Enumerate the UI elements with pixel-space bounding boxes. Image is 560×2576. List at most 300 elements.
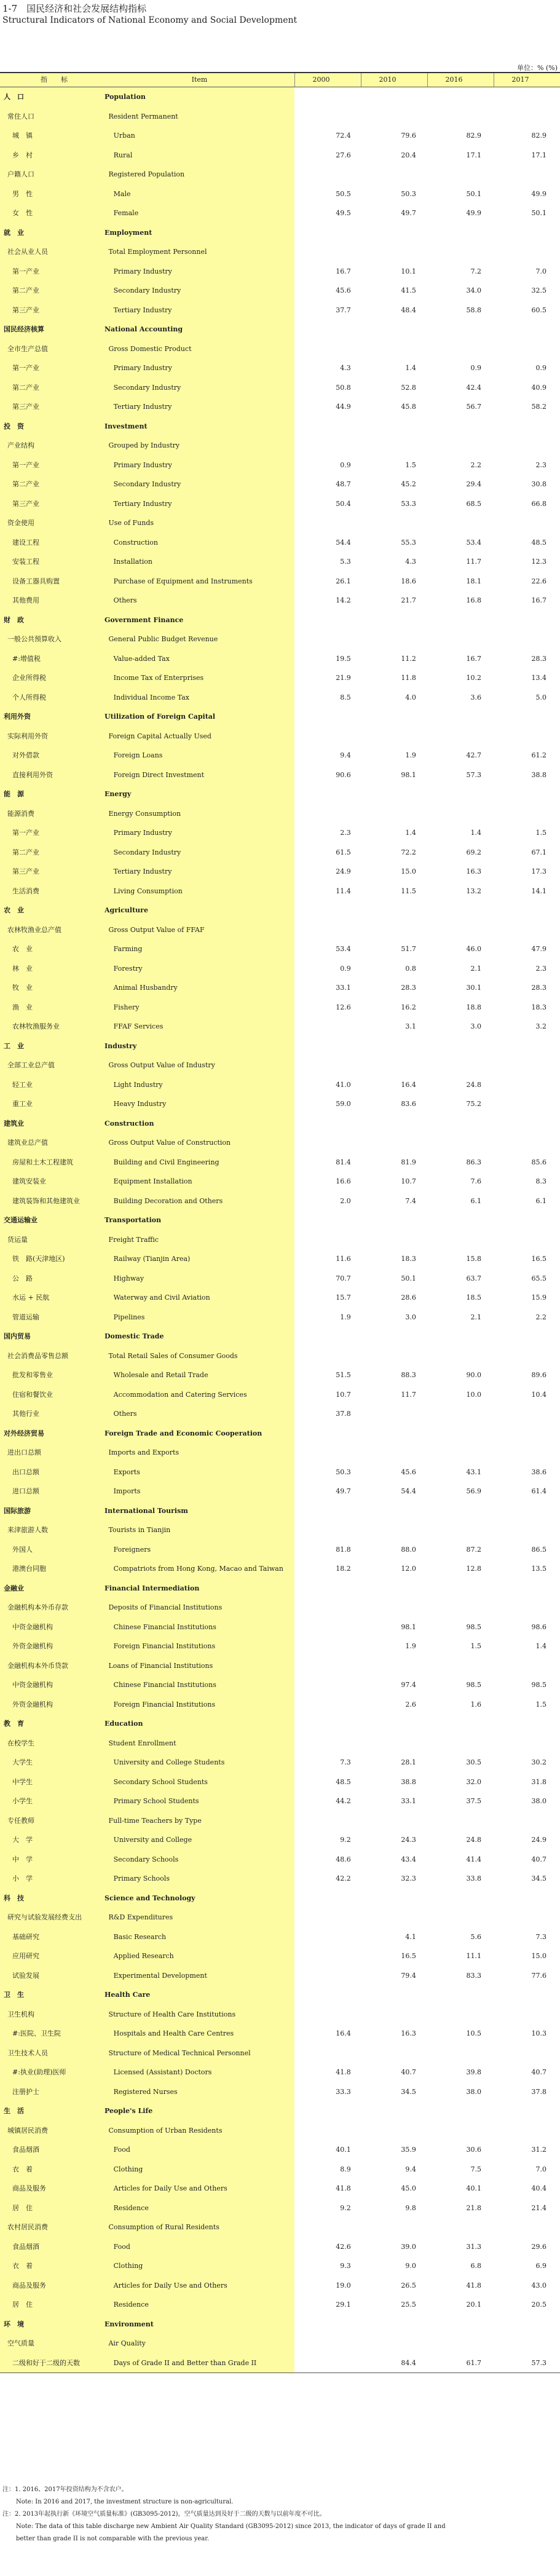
- cell-value: 44.2: [336, 1797, 351, 1805]
- cell-value: 40.1: [466, 2184, 481, 2192]
- cell-value: [363, 1133, 428, 1153]
- row-label-zh: 生 活: [4, 2107, 24, 2115]
- row-label-zh: 轻工业: [12, 1080, 33, 1089]
- cell-value: [427, 1889, 494, 1908]
- cell-value: [494, 1811, 560, 1831]
- cell-value: [363, 1346, 428, 1366]
- cell-value: 39.8: [466, 2068, 481, 2076]
- cell-value: [494, 87, 560, 107]
- row-label-en: Investment: [105, 422, 148, 430]
- cell-value: [427, 1114, 494, 1134]
- cell-value: 4.0: [405, 693, 416, 701]
- table-row: [0, 939, 560, 959]
- cell-value: 41.8: [336, 2068, 351, 2076]
- cell-value: [361, 2101, 427, 2121]
- cell-value: 81.4: [336, 1158, 351, 1166]
- row-label-en: Tertiary Industry: [113, 867, 172, 875]
- row-label-zh: 直接利用外资: [12, 770, 53, 779]
- cell-value: 8.3: [535, 1177, 547, 1185]
- row-label-zh: 出口总额: [12, 1468, 39, 1476]
- cell-value: [427, 901, 494, 920]
- cell-value: [296, 513, 362, 533]
- cell-value: 85.6: [531, 1158, 547, 1166]
- row-label-en: Accommodation and Catering Services: [113, 1390, 247, 1399]
- table-row: [0, 2295, 560, 2315]
- cell-value: 48.6: [336, 1855, 351, 1863]
- cell-value: 2.3: [340, 829, 351, 837]
- row-label-en: Registered Nurses: [113, 2087, 178, 2096]
- cell-value: [294, 1501, 361, 1521]
- row-label-en: Freight Traffic: [108, 1235, 159, 1244]
- cell-value: 15.0: [531, 1952, 547, 1960]
- cell-value: 22.6: [531, 577, 547, 585]
- cell-value: 50.5: [336, 189, 351, 198]
- section-row: [0, 1424, 560, 1444]
- row-label-en: Gross Output Value of Construction: [108, 1139, 231, 1147]
- cell-value: 1.6: [470, 1700, 481, 1709]
- table-row: [0, 1385, 560, 1405]
- row-label-zh: 农 业: [4, 906, 24, 914]
- category-row: [0, 242, 560, 262]
- cell-value: 2.3: [535, 964, 547, 973]
- row-label-en: Wholesale and Retail Trade: [113, 1371, 208, 1379]
- row-label-en: General Public Budget Revenue: [108, 635, 218, 643]
- cell-value: [296, 727, 362, 746]
- row-label-en: Foreign Loans: [113, 751, 163, 759]
- cell-value: 9.0: [405, 2262, 416, 2270]
- row-label-zh: 建筑装饰和其他建筑业: [12, 1196, 80, 1205]
- cell-value: [494, 1501, 560, 1521]
- cell-value: [494, 436, 560, 456]
- cell-value: 48.5: [336, 1777, 351, 1786]
- row-label-en: Residence: [113, 2203, 149, 2212]
- cell-value: [495, 1094, 560, 1114]
- cell-value: 4.3: [405, 558, 416, 566]
- cell-value: 10.3: [531, 2029, 547, 2037]
- cell-value: [294, 1114, 361, 1134]
- row-label-zh: 安装工程: [12, 558, 39, 566]
- row-label-zh: 居 住: [12, 2301, 33, 2309]
- cell-value: 18.3: [401, 1255, 416, 1263]
- cell-value: [428, 1133, 494, 1153]
- cell-value: [494, 339, 560, 359]
- cell-value: [361, 784, 427, 804]
- cell-value: [428, 1230, 494, 1250]
- cell-value: [296, 1346, 362, 1366]
- row-label-en: R&D Expenditures: [108, 1913, 173, 1921]
- row-label-en: Rural: [113, 151, 133, 159]
- row-label-en: Primary Industry: [113, 267, 172, 275]
- cell-value: [296, 165, 362, 184]
- cell-value: [296, 339, 362, 359]
- cell-value: 51.5: [336, 1371, 351, 1379]
- cell-value: 10.5: [466, 2029, 481, 2037]
- section-row: [0, 1889, 560, 1908]
- cell-value: 45.8: [401, 403, 416, 411]
- cell-value: 28.3: [531, 654, 547, 663]
- cell-value: 89.6: [531, 1371, 547, 1379]
- cell-value: [294, 417, 361, 437]
- row-label-en: Clothing: [113, 2262, 143, 2270]
- table-row: [0, 2024, 560, 2044]
- row-label-zh: 进出口总额: [7, 1448, 41, 1456]
- cell-value: 54.4: [401, 1487, 416, 1495]
- cell-value: 16.7: [531, 596, 547, 604]
- row-label-en: Energy Consumption: [108, 809, 181, 818]
- row-label-zh: 衣 着: [12, 2165, 33, 2173]
- category-row: [0, 630, 560, 649]
- row-label-en: Foreigners: [113, 1545, 151, 1554]
- cell-value: 25.5: [401, 2301, 416, 2309]
- table-row: [0, 126, 560, 146]
- cell-value: [428, 339, 494, 359]
- row-label-zh: 投 资: [4, 422, 24, 430]
- cell-value: 49.7: [336, 1487, 351, 1495]
- cell-value: 16.3: [401, 2029, 416, 2037]
- row-label-zh: 产业结构: [7, 441, 34, 449]
- cell-value: 14.1: [531, 887, 547, 895]
- cell-value: 43.0: [531, 2281, 547, 2290]
- cell-value: 29.6: [531, 2242, 547, 2251]
- row-label-en: Tourists in Tianjin: [108, 1526, 171, 1534]
- table-row: [0, 1017, 560, 1037]
- table-row: [0, 823, 560, 843]
- row-label-zh: 空气质量: [7, 2339, 34, 2347]
- cell-value: [494, 2005, 560, 2025]
- table-body: [0, 87, 560, 2373]
- cell-value: 2.3: [535, 460, 547, 469]
- cell-value: [294, 707, 361, 727]
- cell-value: 0.8: [405, 964, 416, 973]
- cell-value: 33.1: [336, 984, 351, 992]
- cell-value: 59.0: [336, 1100, 351, 1108]
- cell-value: [494, 1056, 560, 1075]
- table-row: [0, 1966, 560, 1986]
- cell-value: 11.7: [401, 1390, 416, 1399]
- row-label-zh: 对外经济贸易: [4, 1429, 44, 1437]
- cell-value: 7.3: [340, 1758, 351, 1766]
- cell-value: [296, 804, 362, 824]
- cell-value: [428, 436, 494, 456]
- cell-value: [299, 1675, 365, 1695]
- row-label-en: Energy: [105, 790, 132, 798]
- row-label-en: Grouped by Industry: [108, 441, 180, 449]
- cell-value: 49.9: [466, 209, 481, 217]
- cell-value: 81.8: [336, 1545, 351, 1554]
- cell-value: [494, 784, 560, 804]
- cell-value: [427, 1327, 494, 1346]
- row-label-zh: 第三产业: [12, 867, 39, 875]
- cell-value: 11.2: [401, 654, 416, 663]
- category-row: [0, 339, 560, 359]
- table-row: [0, 397, 560, 417]
- row-label-zh: 重工业: [12, 1100, 33, 1108]
- header-year: 2016: [427, 73, 494, 87]
- row-label-en: Chinese Financial Institutions: [113, 1681, 216, 1689]
- cell-value: [428, 165, 494, 184]
- cell-value: [427, 2315, 494, 2334]
- cell-value: 45.6: [336, 286, 351, 294]
- cell-value: [494, 1424, 560, 1444]
- header-year: 2010: [361, 73, 427, 87]
- cell-value: 31.3: [466, 2242, 481, 2251]
- cell-value: [494, 417, 560, 437]
- cell-value: [361, 223, 427, 243]
- row-label-zh: 渔 业: [12, 1003, 33, 1011]
- row-label-en: Deposits of Financial Institutions: [108, 1603, 223, 1611]
- row-label-en: Fishery: [113, 1003, 140, 1011]
- category-row: [0, 1133, 560, 1153]
- cell-value: 18.2: [336, 1565, 351, 1573]
- section-row: [0, 1037, 560, 1056]
- cell-value: [494, 1230, 560, 1250]
- cell-value: 7.3: [535, 1932, 547, 1941]
- cell-value: [494, 1598, 560, 1618]
- cell-value: [428, 1056, 494, 1075]
- cell-value: 57.3: [531, 2358, 547, 2367]
- table-row: [0, 475, 560, 494]
- row-label-en: University and College Students: [113, 1758, 225, 1766]
- cell-value: [296, 2005, 362, 2025]
- table-row: [0, 2237, 560, 2257]
- row-label-zh: 二级和好于二级的天数: [12, 2358, 80, 2367]
- cell-value: 27.6: [336, 151, 351, 159]
- cell-value: [494, 610, 560, 630]
- cell-value: 67.1: [531, 848, 547, 856]
- cell-value: 16.2: [401, 1003, 416, 1011]
- cell-value: 28.1: [401, 1758, 416, 1766]
- section-row: [0, 1114, 560, 1134]
- cell-value: 24.8: [466, 1080, 481, 1089]
- cell-value: [296, 2044, 362, 2063]
- cell-value: [494, 165, 560, 184]
- row-label-en: Population: [105, 93, 146, 101]
- row-label-en: Tertiary Industry: [113, 306, 172, 314]
- cell-value: [495, 1075, 560, 1095]
- row-label-zh: 研究与试验发展经费支出: [7, 1913, 82, 1921]
- row-label-en: Primary Industry: [113, 829, 172, 837]
- cell-value: 18.3: [531, 1003, 547, 1011]
- cell-value: 11.4: [336, 887, 351, 895]
- cell-value: 45.0: [401, 2184, 416, 2192]
- table-row: [0, 1463, 560, 1482]
- section-row: [0, 1985, 560, 2005]
- row-label-zh: 女 性: [12, 209, 33, 217]
- section-row: [0, 223, 560, 243]
- table-row: [0, 378, 560, 398]
- cell-value: [294, 223, 361, 243]
- cell-value: [299, 1695, 365, 1715]
- cell-value: [363, 1656, 428, 1676]
- row-label-en: Light Industry: [113, 1080, 163, 1089]
- section-row: [0, 1579, 560, 1598]
- row-label-en: Secondary Industry: [113, 286, 181, 294]
- cell-value: 84.4: [401, 2358, 416, 2367]
- row-label-zh: 第一产业: [12, 267, 39, 275]
- row-label-en: Others: [113, 1410, 137, 1418]
- cell-value: [361, 1037, 427, 1056]
- cell-value: 21.7: [401, 596, 416, 604]
- row-label-en: Total Employment Personnel: [108, 248, 207, 256]
- cell-value: 72.4: [336, 132, 351, 140]
- cell-value: [428, 107, 494, 127]
- row-label-zh: 城镇居民消费: [7, 2126, 48, 2135]
- cell-value: [494, 2334, 560, 2353]
- cell-value: [294, 1424, 361, 1444]
- section-row: [0, 610, 560, 630]
- cell-value: 63.7: [466, 1274, 481, 1282]
- row-label-en: Hospitals and Health Care Centres: [113, 2029, 234, 2037]
- cell-value: [428, 630, 494, 649]
- row-label-zh: 第三产业: [12, 306, 39, 314]
- cell-value: 66.8: [531, 499, 547, 508]
- cell-value: 8.9: [340, 2165, 351, 2173]
- row-label-en: Food: [113, 2146, 130, 2154]
- row-label-zh: 设备工器具购置: [12, 577, 60, 585]
- cell-value: 17.1: [466, 151, 481, 159]
- cell-value: [363, 2044, 428, 2063]
- cell-value: 20.4: [401, 151, 416, 159]
- cell-value: [494, 1889, 560, 1908]
- cell-value: 17.1: [531, 151, 547, 159]
- row-label-zh: 个人所得税: [12, 693, 46, 701]
- cell-value: [296, 2334, 362, 2353]
- category-row: [0, 107, 560, 127]
- cell-value: [363, 920, 428, 940]
- row-label-zh: 城 镇: [12, 132, 33, 140]
- cell-value: [428, 1443, 494, 1463]
- table-row: [0, 301, 560, 320]
- row-label-en: Food: [113, 2242, 130, 2251]
- table-row: [0, 1637, 560, 1656]
- cell-value: [299, 1946, 365, 1966]
- table-row: [0, 1191, 560, 1211]
- table-row: [0, 1618, 560, 1637]
- row-label-zh: 外国人: [12, 1545, 33, 1554]
- cell-value: 54.4: [336, 538, 351, 547]
- cell-value: [363, 2121, 428, 2141]
- cell-value: [428, 1598, 494, 1618]
- row-label-en: Consumption of Rural Residents: [108, 2223, 219, 2231]
- cell-value: [361, 1211, 427, 1230]
- cell-value: [428, 2218, 494, 2237]
- cell-value: [494, 2218, 560, 2237]
- cell-value: [427, 2101, 494, 2121]
- cell-value: 9.3: [340, 2262, 351, 2270]
- cell-value: 9.2: [340, 2203, 351, 2212]
- row-label-en: Utilization of Foreign Capital: [105, 713, 216, 721]
- cell-value: 35.9: [401, 2146, 416, 2154]
- cell-value: 40.7: [531, 1855, 547, 1863]
- cell-value: 16.5: [401, 1952, 416, 1960]
- cell-value: 42.7: [466, 751, 481, 759]
- row-label-zh: #:增值税: [12, 654, 41, 663]
- cell-value: [363, 1811, 428, 1831]
- table-row: [0, 184, 560, 204]
- cell-value: 50.1: [466, 189, 481, 198]
- cell-value: [427, 1037, 494, 1056]
- row-label-en: Clothing: [113, 2165, 143, 2173]
- row-label-zh: 教 育: [4, 1720, 24, 1728]
- table-row: [0, 146, 560, 165]
- cell-value: [296, 2218, 362, 2237]
- table-row: [0, 2082, 560, 2102]
- row-label-zh: 房屋和土木工程建筑: [12, 1158, 73, 1166]
- table-header: [0, 72, 560, 87]
- cell-value: 69.2: [466, 848, 481, 856]
- cell-value: [294, 784, 361, 804]
- cell-value: 37.7: [336, 306, 351, 314]
- cell-value: [294, 1037, 361, 1056]
- cell-value: 61.7: [466, 2358, 481, 2367]
- cell-value: 13.5: [531, 1565, 547, 1573]
- cell-value: 9.4: [340, 751, 351, 759]
- cell-value: 1.9: [340, 1313, 351, 1321]
- cell-value: 31.8: [531, 1777, 547, 1786]
- cell-value: [363, 436, 428, 456]
- cell-value: [361, 1501, 427, 1521]
- cell-value: [494, 2315, 560, 2334]
- cell-value: [428, 1520, 494, 1540]
- section-row: [0, 784, 560, 804]
- cell-value: 16.3: [466, 867, 481, 875]
- section-row: [0, 1327, 560, 1346]
- cell-value: 41.5: [401, 286, 416, 294]
- cell-value: [494, 1734, 560, 1753]
- cell-value: [296, 242, 362, 262]
- table-row: [0, 552, 560, 572]
- cell-value: 41.8: [466, 2281, 481, 2290]
- cell-value: [296, 1443, 362, 1463]
- category-row: [0, 1908, 560, 1927]
- row-label-zh: 财 政: [4, 615, 24, 624]
- cell-value: [428, 1734, 494, 1753]
- cell-value: 40.9: [531, 383, 547, 392]
- cell-value: 83.6: [401, 1100, 416, 1108]
- table-row: [0, 358, 560, 378]
- cell-value: [294, 87, 361, 107]
- row-label-zh: 第二产业: [12, 286, 39, 294]
- cell-value: 72.2: [401, 848, 416, 856]
- cell-value: 1.4: [405, 829, 416, 837]
- row-label-en: Construction: [113, 538, 158, 547]
- row-label-zh: 生活消费: [12, 887, 39, 895]
- cell-value: [428, 727, 494, 746]
- row-label-zh: 金融机构本外币贷款: [7, 1661, 68, 1670]
- cell-value: 43.1: [466, 1468, 481, 1476]
- row-label-en: Construction: [105, 1119, 154, 1128]
- table-row: [0, 2179, 560, 2199]
- row-label-en: Pipelines: [113, 1313, 145, 1321]
- row-label-en: Income Tax of Enterprises: [113, 674, 204, 682]
- cell-value: 5.0: [535, 693, 547, 701]
- row-label-en: Resident Permanent: [108, 112, 178, 121]
- cell-value: [363, 2334, 428, 2353]
- cell-value: 38.0: [466, 2087, 481, 2096]
- cell-value: 12.8: [466, 1565, 481, 1573]
- cell-value: [363, 107, 428, 127]
- cell-value: [363, 1734, 428, 1753]
- cell-value: 16.8: [466, 596, 481, 604]
- cell-value: 15.7: [336, 1294, 351, 1302]
- cell-value: 42.2: [336, 1875, 351, 1883]
- category-row: [0, 1656, 560, 1676]
- row-label-zh: 社会从业人员: [7, 248, 48, 256]
- cell-value: [299, 1618, 365, 1637]
- row-label-en: Farming: [113, 945, 143, 953]
- note-line: 注：2. 2013年起执行新《环境空气质量标准》(GB3095-2012)，空气质量达到及好于二级的天数与以前年度不可比。: [2, 2511, 326, 2518]
- cell-value: [427, 1579, 494, 1598]
